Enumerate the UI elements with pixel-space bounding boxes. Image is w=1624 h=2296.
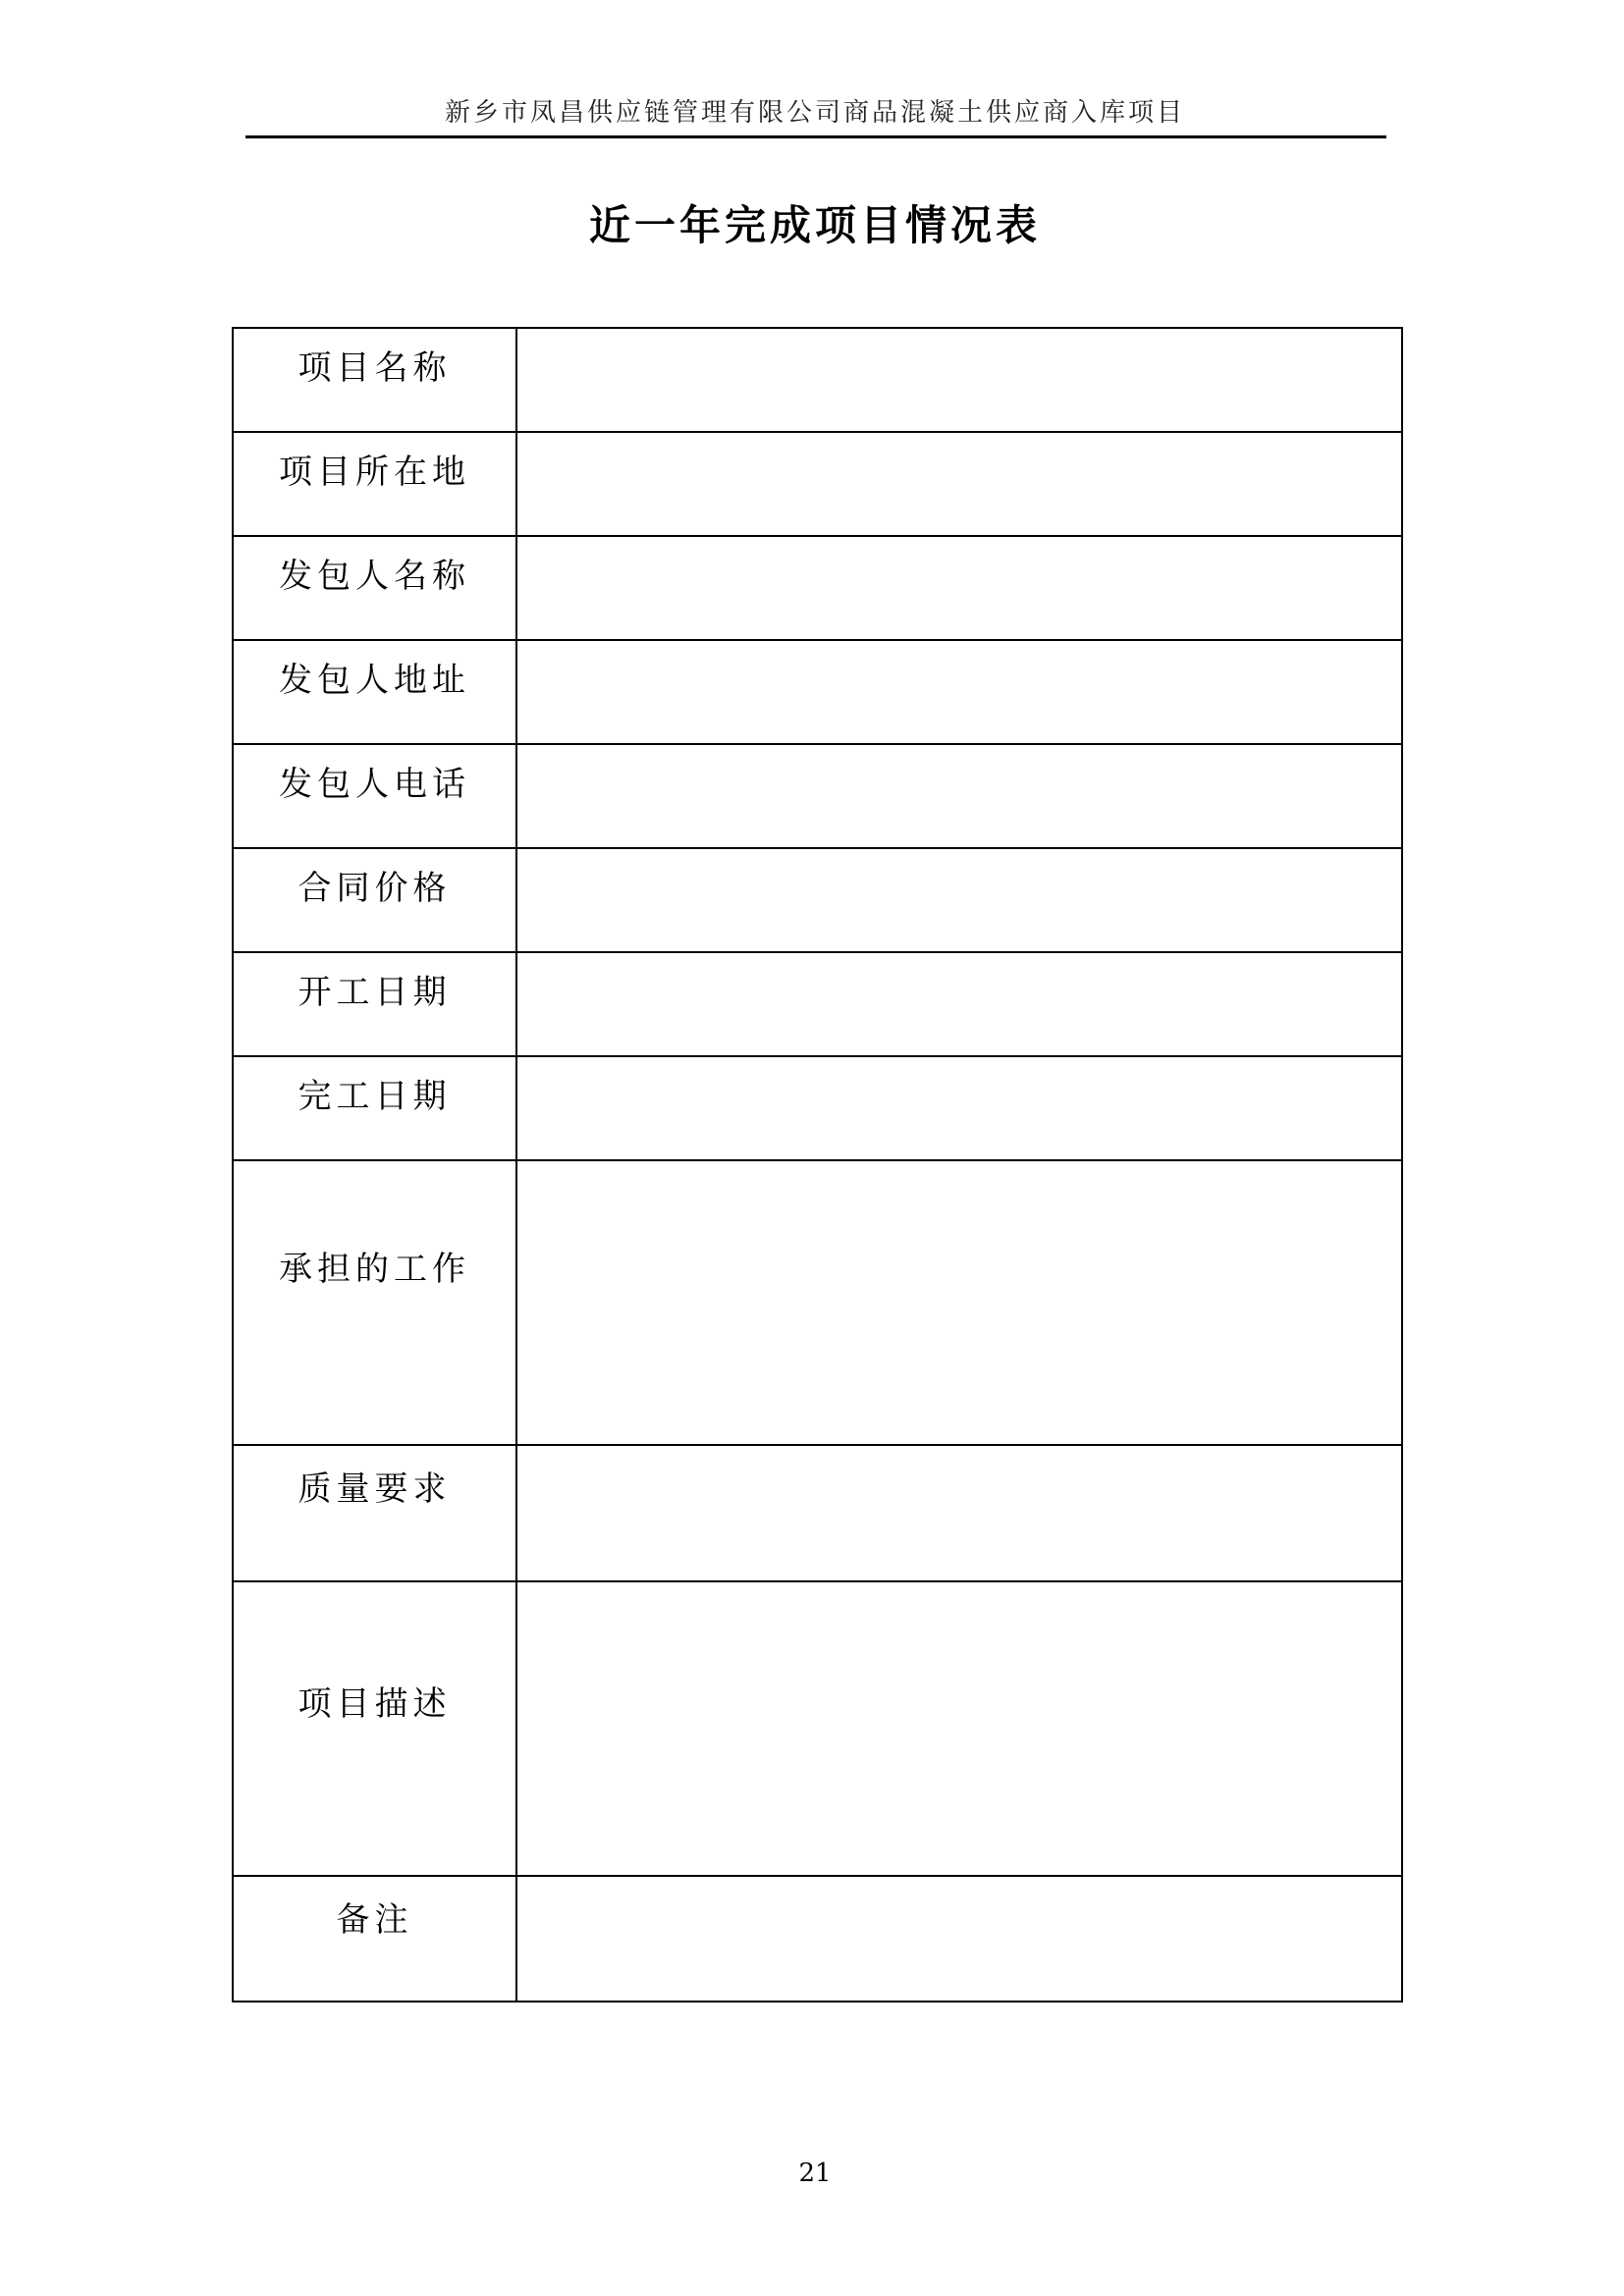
table-row-quality-requirements [233, 1445, 1402, 1581]
table-row-contract-price [233, 848, 1402, 952]
label-cell [233, 1876, 516, 2002]
value-cell-project-name[interactable] [516, 328, 1402, 432]
row-label-employer-name: 发包人名称 [279, 557, 470, 596]
row-label-employer-address: 发包人地址 [279, 661, 470, 700]
value-cell-completion-date[interactable] [516, 1056, 1402, 1160]
table-row-work-undertaken [233, 1160, 1402, 1445]
table-row-remarks [233, 1876, 1402, 2002]
value-cell-quality-requirements[interactable] [516, 1445, 1402, 1581]
value-cell-employer-phone[interactable] [516, 744, 1402, 848]
table-row-employer-phone [233, 744, 1402, 848]
row-label-project-location: 项目所在地 [279, 453, 470, 492]
header-rule [245, 135, 1386, 138]
value-cell-project-description[interactable] [516, 1581, 1402, 1876]
row-label-completion-date: 完工日期 [298, 1077, 452, 1116]
value-cell-start-date[interactable] [516, 952, 1402, 1056]
value-cell-contract-price[interactable] [516, 848, 1402, 952]
label-cell [233, 536, 516, 640]
row-label-employer-phone: 发包人电话 [279, 765, 470, 804]
label-cell [233, 1160, 516, 1445]
label-cell [233, 1581, 516, 1876]
project-info-table [232, 327, 1403, 2002]
page-title: 近一年完成项目情况表 [588, 201, 1041, 249]
table-row-project-location [233, 432, 1402, 536]
value-cell-employer-name[interactable] [516, 536, 1402, 640]
label-cell [233, 1056, 516, 1160]
row-label-contract-price: 合同价格 [298, 869, 452, 908]
label-cell [233, 328, 516, 432]
row-label-remarks: 备注 [336, 1900, 413, 1940]
value-cell-project-location[interactable] [516, 432, 1402, 536]
label-cell [233, 432, 516, 536]
table-row-employer-address [233, 640, 1402, 744]
table-row-completion-date [233, 1056, 1402, 1160]
table-row-project-description [233, 1581, 1402, 1876]
label-cell [233, 952, 516, 1056]
label-cell [233, 848, 516, 952]
table-row-start-date [233, 952, 1402, 1056]
page-number: 21 [798, 2159, 832, 2188]
table-row-project-name [233, 328, 1402, 432]
row-label-project-name: 项目名称 [298, 348, 452, 388]
label-cell [233, 1445, 516, 1581]
row-label-start-date: 开工日期 [298, 973, 452, 1012]
value-cell-remarks[interactable] [516, 1876, 1402, 2002]
value-cell-employer-address[interactable] [516, 640, 1402, 744]
page-header: 新乡市凤昌供应链管理有限公司商品混凝土供应商入库项目 [444, 98, 1185, 128]
label-cell [233, 640, 516, 744]
value-cell-work-undertaken[interactable] [516, 1160, 1402, 1445]
row-label-project-description: 项目描述 [298, 1684, 452, 1724]
table-row-employer-name [233, 536, 1402, 640]
row-label-quality-requirements: 质量要求 [298, 1469, 452, 1509]
row-label-work-undertaken: 承担的工作 [279, 1250, 470, 1289]
label-cell [233, 744, 516, 848]
